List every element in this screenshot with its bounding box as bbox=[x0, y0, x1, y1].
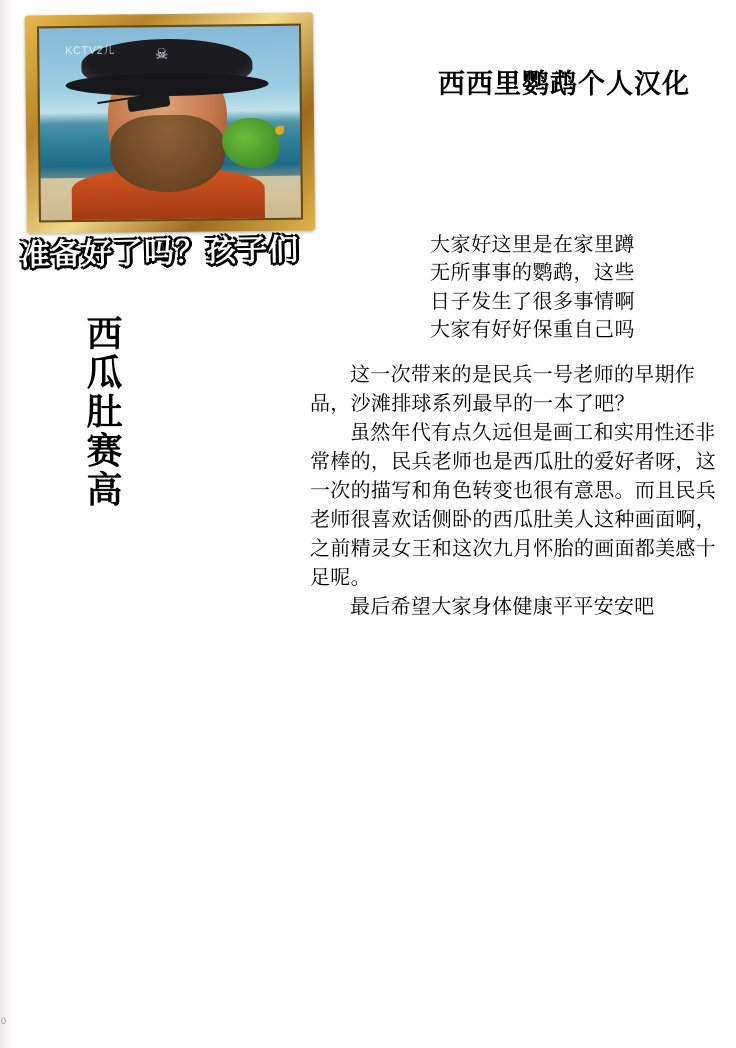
body-paragraph: 这一次带来的是民兵一号老师的早期作品，沙滩排球系列最早的一本了吧？ bbox=[310, 362, 696, 415]
body-paragraph: 虽然年代有点久远但是画工和实用性还非常棒的，民兵老师也是西瓜肚的爱好者呀，这一次的描写和角色转变也很有意思。而且民兵老师很喜欢话侧卧的西瓜肚美人这种画面啊，之前精灵女王和这次九月怀胎的画面都美感十足呢。 bbox=[310, 420, 716, 589]
picture-frame-inner bbox=[37, 24, 303, 223]
body-copy bbox=[310, 360, 730, 621]
vertical-title bbox=[76, 316, 134, 510]
picture-frame bbox=[25, 12, 315, 233]
pirate-illustration bbox=[18, 8, 330, 298]
page-corner-mark: 0 bbox=[1, 1016, 7, 1026]
picture-caption-strip bbox=[19, 210, 333, 295]
greeting-line: 无所事事的鹦鹉，这些 bbox=[430, 260, 635, 285]
page-left-edge-texture bbox=[0, 0, 14, 1048]
vertical-title-char: 肚 bbox=[86, 391, 124, 433]
vertical-title-char: 瓜 bbox=[86, 352, 124, 394]
vertical-title-char: 赛 bbox=[86, 430, 124, 472]
body-paragraph: 最后希望大家身体健康平平安安吧 bbox=[350, 594, 655, 618]
greeting-line: 大家有好好保重自己吗 bbox=[430, 317, 635, 342]
page-title: 西西里鹦鹉个人汉化 bbox=[438, 69, 690, 100]
greeting-block bbox=[430, 230, 730, 344]
picture-caption: 准备好了吗？孩子们 bbox=[19, 232, 300, 274]
skull-icon: ☠ bbox=[154, 45, 169, 64]
vertical-title-char: 高 bbox=[86, 469, 124, 511]
watermark-text: KCTV2儿 bbox=[65, 44, 115, 58]
greeting-line: 大家好这里是在家里蹲 bbox=[430, 232, 635, 256]
greeting-line: 日子发生了很多事情啊 bbox=[430, 288, 635, 313]
vertical-title-char: 西 bbox=[86, 314, 124, 355]
